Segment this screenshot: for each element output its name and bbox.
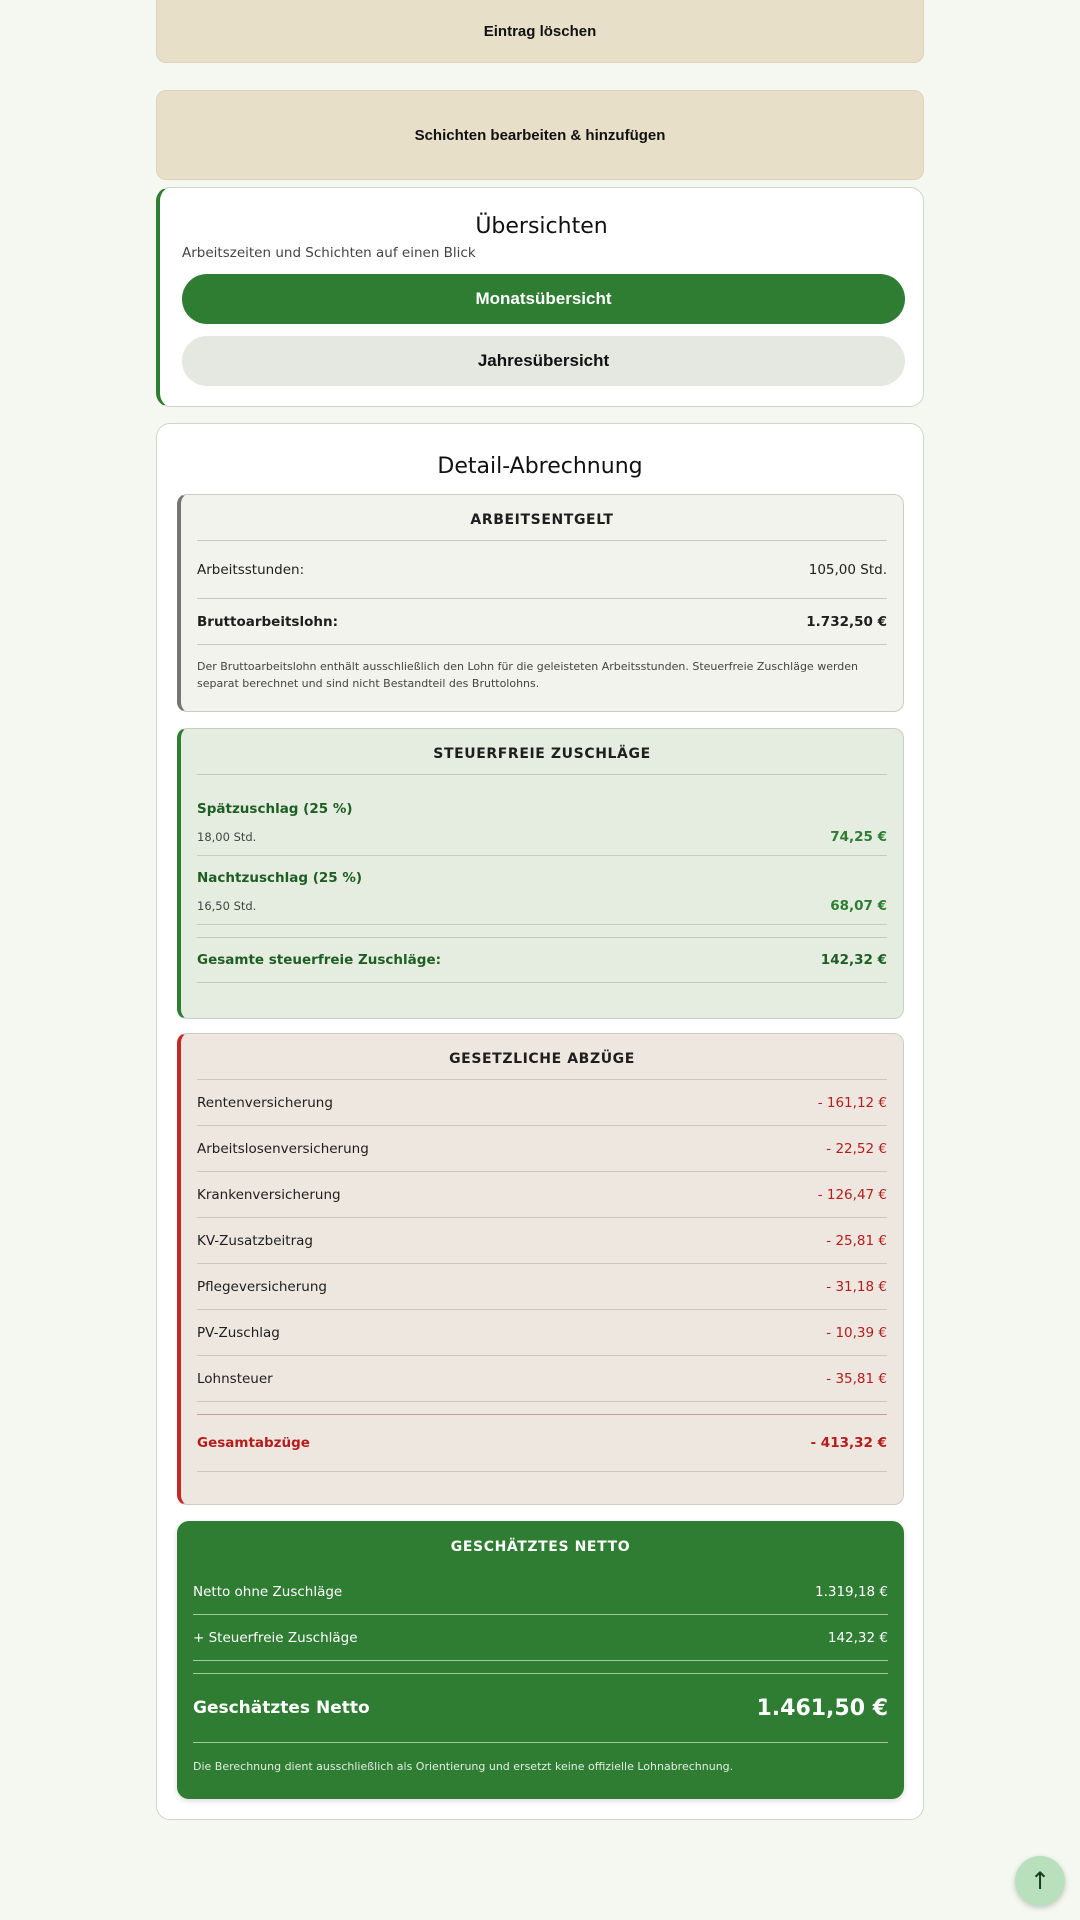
deduction-row [197, 1264, 887, 1310]
scroll-to-top-button[interactable] [1015, 1856, 1065, 1906]
deduction-label: Krankenversicherung [197, 1186, 341, 1203]
deduction-amount: - 35,81 € [826, 1370, 887, 1387]
entgelt-heading: ARBEITSENTGELT [197, 495, 887, 541]
zuschlag-item-amount: 68,07 € [830, 898, 887, 914]
deduction-label: Lohnsteuer [197, 1370, 273, 1387]
deductions-section [177, 1033, 904, 1505]
entgelt-section [177, 494, 904, 712]
zuschlag-item [197, 856, 887, 925]
deduction-row [197, 1080, 887, 1126]
delete-entry-button[interactable]: Eintrag löschen [156, 0, 924, 63]
overview-title: Übersichten [475, 214, 608, 239]
arrow-up-icon: ↑ [1029, 1867, 1051, 1895]
deduction-amount: - 25,81 € [826, 1232, 887, 1249]
deduction-label: PV-Zuschlag [197, 1324, 280, 1341]
deduction-amount: - 126,47 € [817, 1186, 887, 1203]
zuschlag-item-label: Spätzuschlag (25 %) [197, 801, 353, 817]
hours-row [197, 541, 887, 599]
month-overview-button[interactable]: Monatsübersicht [182, 274, 905, 324]
deduction-amount: - 31,18 € [826, 1278, 887, 1295]
net-total-label: Geschätztes Netto [193, 1698, 370, 1718]
gross-label: Bruttoarbeitslohn: [197, 613, 338, 630]
net-label: Netto ohne Zuschläge [193, 1583, 343, 1600]
deduction-label: Arbeitslosenversicherung [197, 1140, 369, 1157]
gross-value: 1.732,50 € [806, 613, 887, 630]
hours-value: 105,00 Std. [808, 561, 887, 578]
zuschlag-item [197, 775, 887, 856]
zuschlag-section [177, 728, 904, 1019]
netto-heading: GESCHÄTZTES NETTO [450, 1539, 631, 1555]
net-row [193, 1569, 888, 1615]
deduction-row [197, 1126, 887, 1172]
deductions-total-label: Gesamtabzüge [197, 1435, 310, 1451]
entgelt-note: Der Bruttoarbeitslohn enthält ausschließlich den Lohn für die geleisteten Arbeitsstunden. Steuerfreie Zuschläge werden separat berechnet und sind nicht Bestandteil des Bruttolohns. [197, 660, 859, 690]
deductions-total-value: - 413,32 € [810, 1435, 887, 1451]
plus-label: + Steuerfreie Zuschläge [193, 1629, 358, 1646]
zuschlag-heading: STEUERFREIE ZUSCHLÄGE [197, 729, 887, 775]
zuschlag-item-amount: 74,25 € [830, 829, 887, 845]
zuschlag-total-row [197, 937, 887, 983]
deduction-amount: - 10,39 € [826, 1324, 887, 1341]
year-overview-button[interactable]: Jahresübersicht [182, 336, 905, 386]
net-total-value: 1.461,50 € [756, 1695, 888, 1721]
deduction-label: Rentenversicherung [197, 1094, 333, 1111]
deduction-row [197, 1172, 887, 1218]
plus-value: 142,32 € [827, 1629, 888, 1646]
deductions-total-row [197, 1414, 887, 1472]
edit-shifts-button[interactable]: Schichten bearbeiten & hinzufügen [156, 90, 924, 180]
hours-label: Arbeitsstunden: [197, 561, 305, 578]
overview-subtitle: Arbeitszeiten und Schichten auf einen Blick [182, 245, 476, 261]
zuschlag-item-label: Nachtzuschlag (25 %) [197, 870, 363, 886]
netto-section [177, 1521, 904, 1799]
deduction-row [197, 1218, 887, 1264]
zuschlag-item-hours: 18,00 Std. [197, 830, 257, 844]
overview-card [156, 187, 924, 407]
net-total-row [193, 1673, 888, 1743]
netto-note: Die Berechnung dient ausschließlich als Orientierung und ersetzt keine offizielle Lohnabrechnung. [193, 1760, 734, 1773]
gross-row [197, 599, 887, 645]
plus-row [193, 1615, 888, 1661]
deduction-amount: - 161,12 € [817, 1094, 887, 1111]
deduction-amount: - 22,52 € [826, 1140, 887, 1157]
deduction-row [197, 1310, 887, 1356]
zuschlag-total-value: 142,32 € [820, 952, 887, 968]
zuschlag-total-label: Gesamte steuerfreie Zuschläge: [197, 952, 442, 968]
detail-title: Detail-Abrechnung [437, 454, 643, 479]
zuschlag-item-hours: 16,50 Std. [197, 899, 257, 913]
net-value: 1.319,18 € [815, 1583, 888, 1600]
detail-card [156, 423, 924, 1820]
deduction-label: KV-Zusatzbeitrag [197, 1232, 313, 1249]
deduction-row [197, 1356, 887, 1402]
deductions-heading: GESETZLICHE ABZÜGE [197, 1034, 887, 1080]
deduction-label: Pflegeversicherung [197, 1278, 327, 1295]
